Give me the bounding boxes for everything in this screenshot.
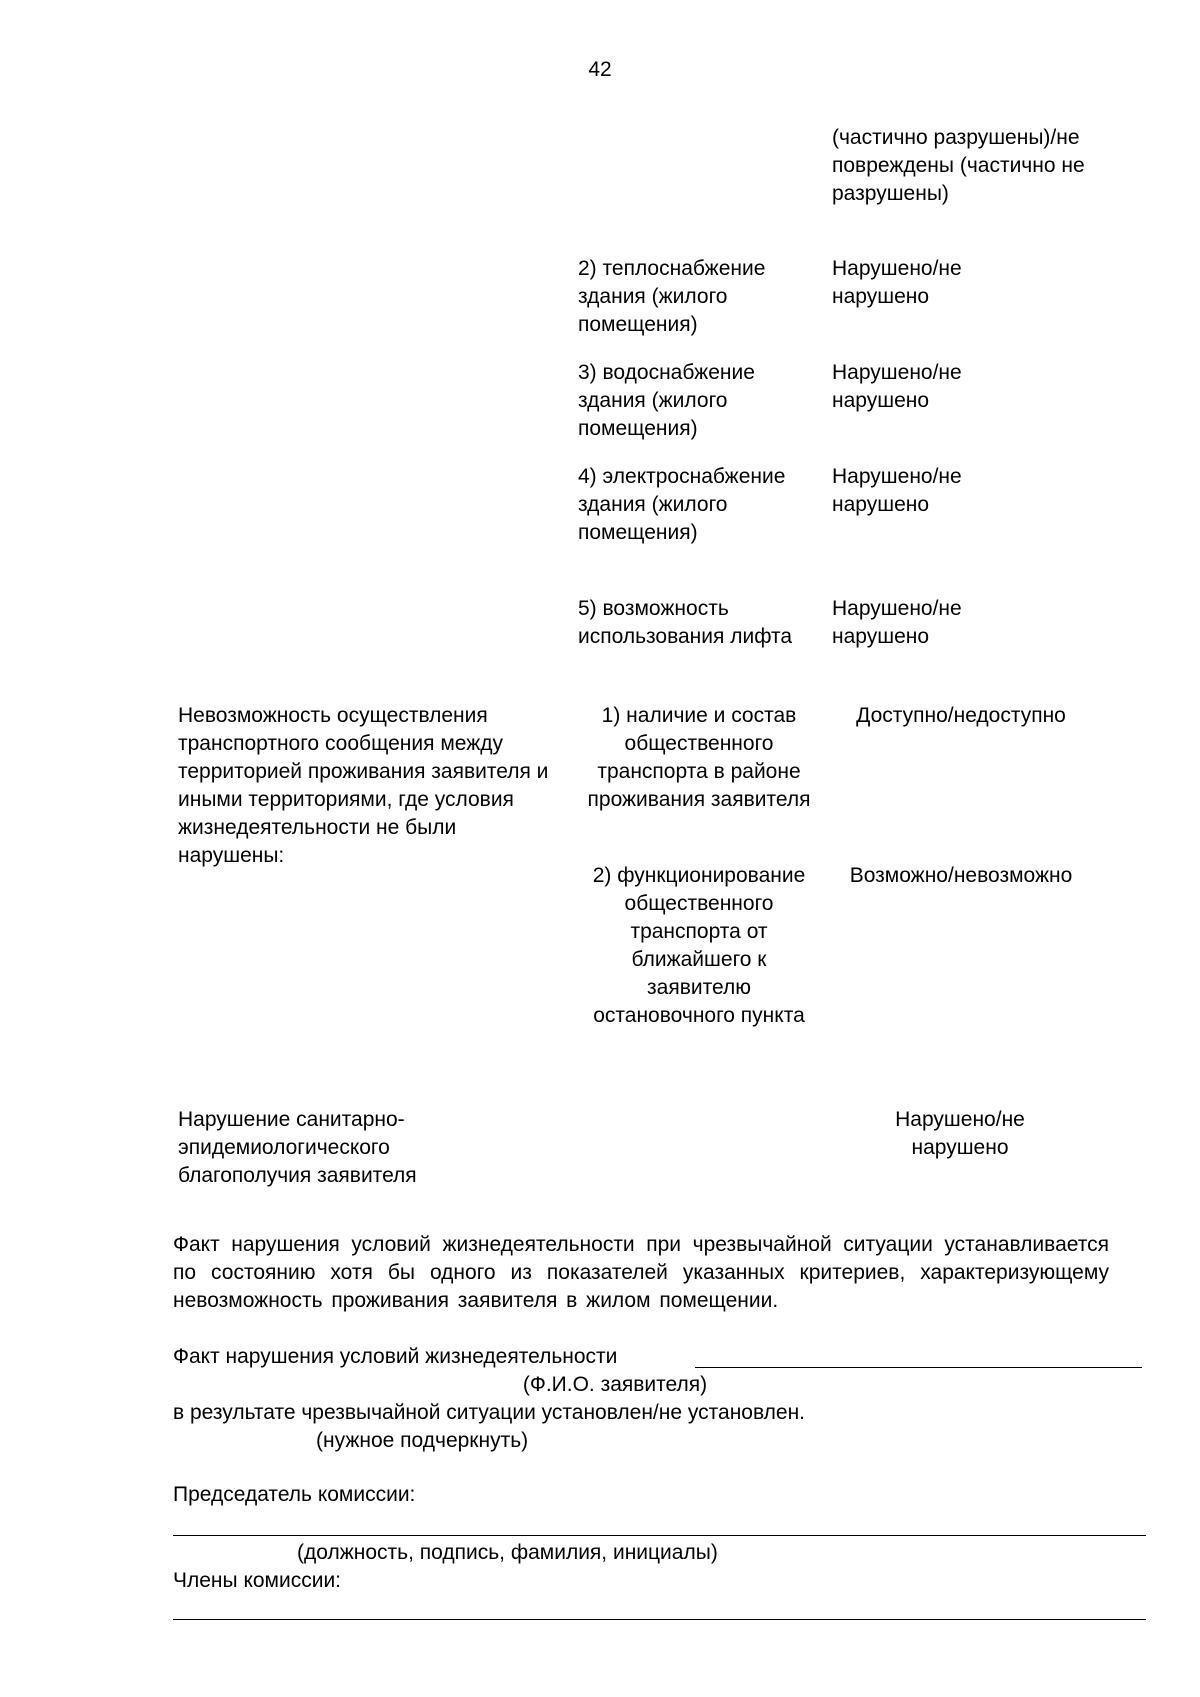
- condition-transport: Невозможность осуществления транспортного сообщения между территорией проживания заявителя и иными территориями, где условия жизнедеятельности не были нарушены:: [178, 704, 549, 867]
- status-power-supply: Нарушено/не нарушено: [832, 465, 962, 516]
- criterion-water-supply: 3) водоснабжение здания (жилого помещения): [578, 361, 755, 440]
- chairman-signature-line: [173, 1535, 1146, 1536]
- members-label: Члены комиссии:: [173, 1569, 342, 1592]
- criterion-elevator: 5) возможность использования лифта: [578, 597, 793, 648]
- criterion-heat-supply: 2) теплоснабжение здания (жилого помещения): [578, 257, 766, 336]
- status-transport-operation: Возможно/невозможно: [849, 864, 1073, 887]
- members-signature-line: [173, 1619, 1146, 1620]
- applicant-name-line: [695, 1367, 1142, 1368]
- page-number: 42: [588, 58, 612, 81]
- status-cell-partial-destruction: (частично разрушены)/не повреждены (частично не разрушены): [832, 126, 1085, 205]
- status-elevator: Нарушено/не нарушено: [832, 597, 962, 648]
- criterion-transport-availability: 1) наличие и состав общественного транспорта в районе проживания заявителя: [587, 704, 811, 811]
- fact-line-label: Факт нарушения условий жизнедеятельности: [173, 1345, 618, 1368]
- status-heat-supply: Нарушено/не нарушено: [832, 257, 962, 308]
- condition-sanitary: Нарушение санитарно-эпидемиологического благополучия заявителя: [178, 1108, 417, 1187]
- underline-note: (нужное подчеркнуть): [316, 1429, 529, 1452]
- status-transport-availability: Доступно/недоступно: [856, 704, 1066, 727]
- criterion-power-supply: 4) электроснабжение здания (жилого помещения): [578, 465, 786, 544]
- paragraph-fact: Факт нарушения условий жизнедеятельности при чрезвычайной ситуации устанавливается по состоянию хотя бы одного из показателей указанных критериев, характеризующему невозможность проживания заявителя в жилом помещении.: [173, 1233, 1109, 1312]
- result-line: в результате чрезвычайной ситуации установлен/не установлен.: [173, 1401, 806, 1424]
- signature-caption: (должность, подпись, фамилия, инициалы): [297, 1541, 718, 1564]
- status-sanitary: Нарушено/не нарушено: [895, 1108, 1025, 1159]
- status-water-supply: Нарушено/не нарушено: [832, 361, 962, 412]
- fio-caption: (Ф.И.О. заявителя): [522, 1373, 708, 1396]
- criterion-transport-operation: 2) функционирование общественного транспорта от ближайшего к заявителю остановочного пункта: [592, 864, 806, 1027]
- chairman-label: Председатель комиссии:: [173, 1483, 416, 1506]
